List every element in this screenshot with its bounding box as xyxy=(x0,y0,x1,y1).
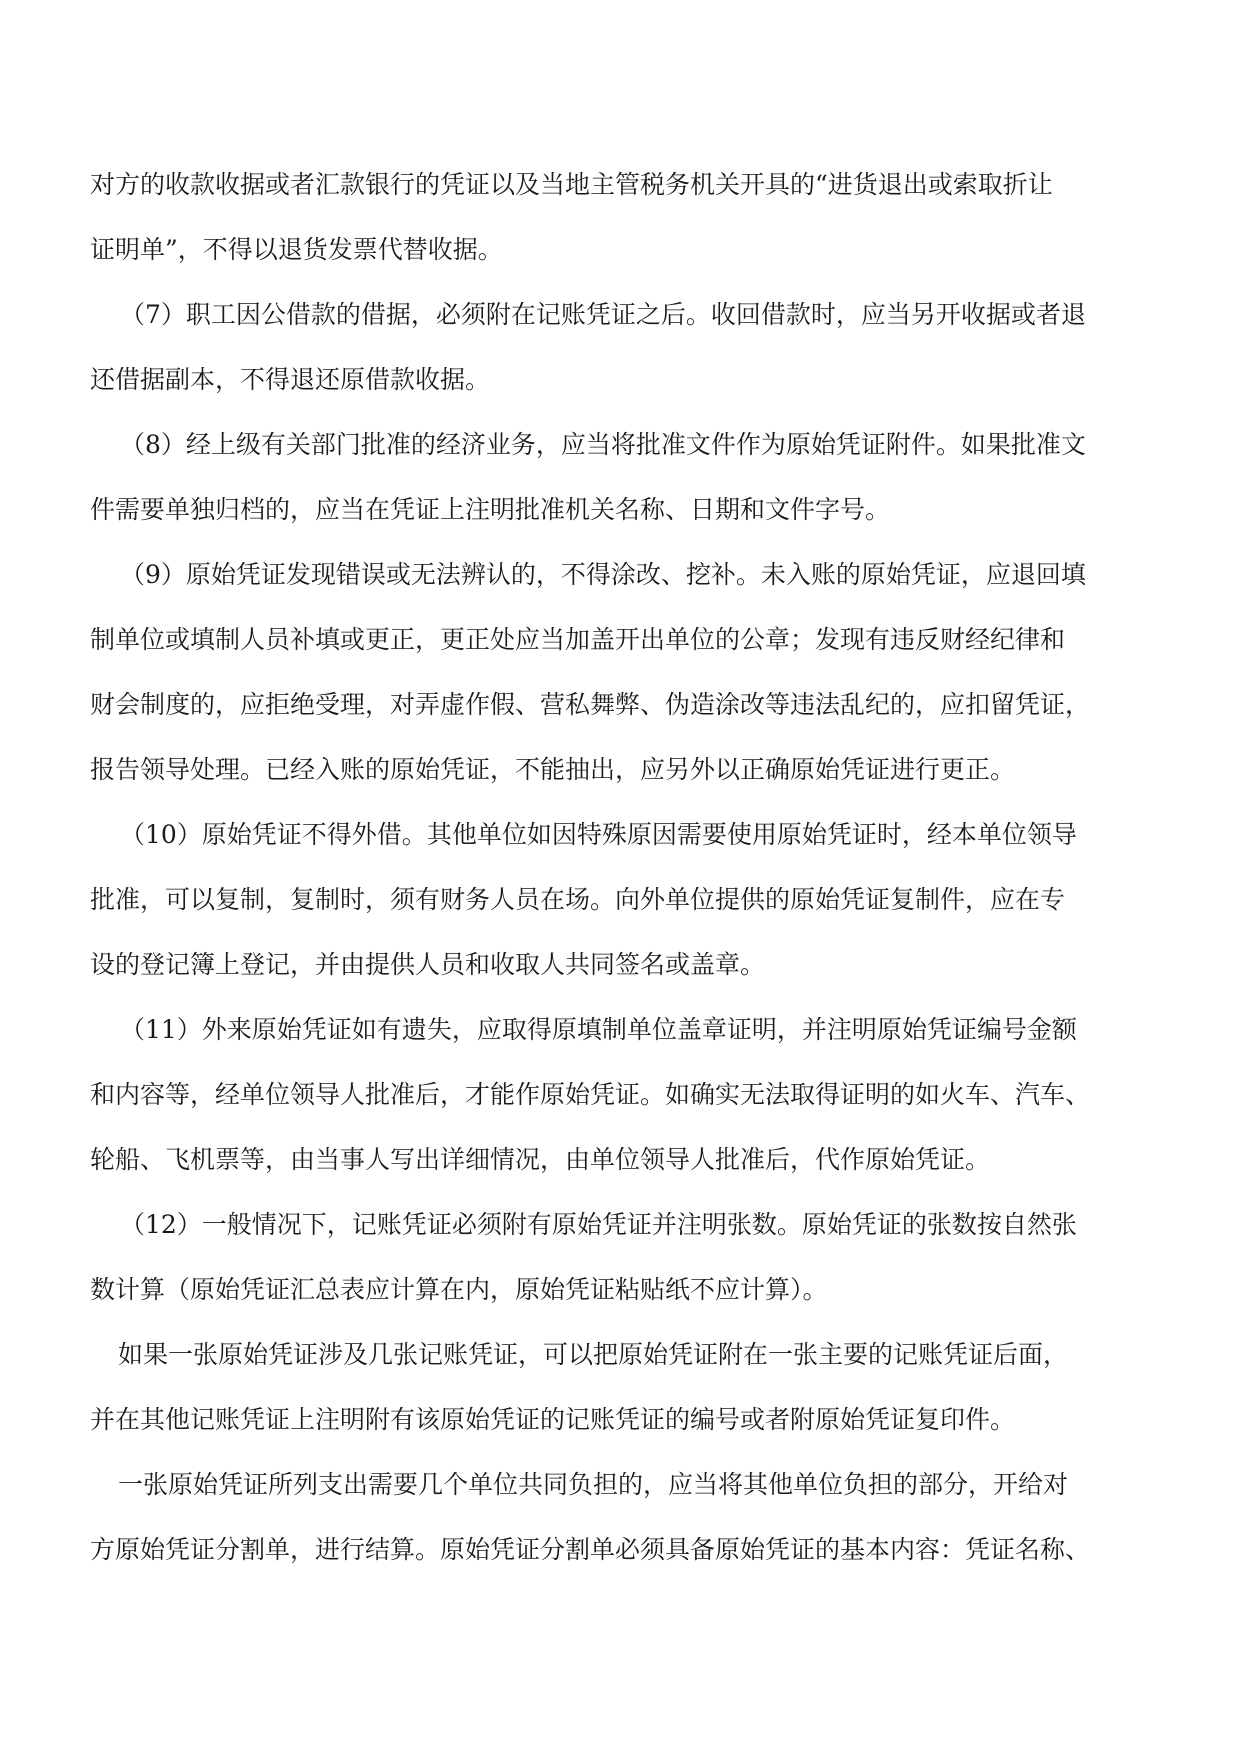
text-line: 件需要单独归档的，应当在凭证上注明批准机关名称、日期和文件字号。 xyxy=(90,495,891,524)
text-line: 方原始凭证分割单，进行结算。原始凭证分割单必须具备原始凭证的基本内容：凭证名称、 xyxy=(90,1535,1091,1564)
text-line: 对方的收款收据或者汇款银行的凭证以及当地主管税务机关开具的“进货退出或索取折让 xyxy=(90,170,1053,199)
text-line: 一张原始凭证所列支出需要几个单位共同负担的，应当将其他单位负担的部分，开给对 xyxy=(118,1470,1069,1499)
text-line: 还借据副本，不得退还原借款收据。 xyxy=(90,365,491,394)
text-line: （9）原始凭证发现错误或无法辨认的，不得涂改、挖补。未入账的原始凭证，应退回填 xyxy=(120,560,1086,589)
text-line: 并在其他记账凭证上注明附有该原始凭证的记账凭证的编号或者附原始凭证复印件。 xyxy=(90,1405,1016,1434)
text-line: 设的登记簿上登记，并由提供人员和收取人共同签名或盖章。 xyxy=(90,950,766,979)
text-line: （8）经上级有关部门批准的经济业务，应当将批准文件作为原始凭证附件。如果批准文 xyxy=(120,430,1086,459)
text-line: 如果一张原始凭证涉及几张记账凭证，可以把原始凭证附在一张主要的记账凭证后面， xyxy=(118,1340,1069,1369)
document-body xyxy=(90,152,1152,1582)
text-line: 批准，可以复制，复制时，须有财务人员在场。向外单位提供的原始凭证复制件，应在专 xyxy=(90,885,1066,914)
text-line: （12）一般情况下，记账凭证必须附有原始凭证并注明张数。原始凭证的张数按自然张 xyxy=(120,1210,1077,1239)
text-line: （11）外来原始凭证如有遗失，应取得原填制单位盖章证明，并注明原始凭证编号金额 xyxy=(120,1015,1077,1044)
text-line: 证明单”，不得以退货发票代替收据。 xyxy=(90,235,503,264)
text-line: 数计算（原始凭证汇总表应计算在内，原始凭证粘贴纸不应计算）。 xyxy=(90,1275,828,1304)
text-line: 和内容等，经单位领导人批准后，才能作原始凭证。如确实无法取得证明的如火车、汽车、 xyxy=(90,1080,1091,1109)
text-line: （10）原始凭证不得外借。其他单位如因特殊原因需要使用原始凭证时，经本单位领导 xyxy=(120,820,1077,849)
text-line: 财会制度的，应拒绝受理，对弄虚作假、营私舞弊、伪造涂改等违法乱纪的，应扣留凭证， xyxy=(90,690,1091,719)
text-line: （7）职工因公借款的借据，必须附在记账凭证之后。收回借款时，应当另开收据或者退 xyxy=(120,300,1086,329)
text-line: 轮船、飞机票等，由当事人写出详细情况，由单位领导人批准后，代作原始凭证。 xyxy=(90,1145,991,1174)
text-line: 报告领导处理。已经入账的原始凭证，不能抽出，应另外以正确原始凭证进行更正。 xyxy=(90,755,1016,784)
text-line: 制单位或填制人员补填或更正，更正处应当加盖开出单位的公章；发现有违反财经纪律和 xyxy=(90,625,1066,654)
